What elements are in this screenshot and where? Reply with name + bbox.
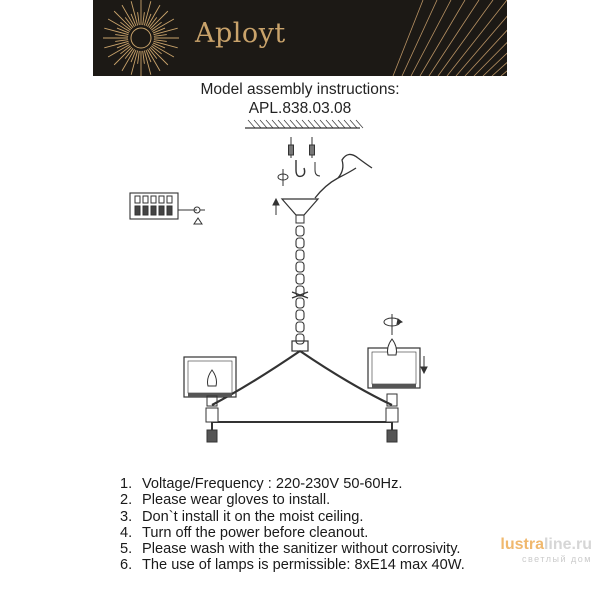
instruction-number: 4. (120, 524, 133, 541)
screw-icon (289, 137, 315, 158)
instruction-number: 5. (120, 541, 133, 558)
model-number: APL.838.03.08 (248, 100, 352, 117)
watermark (452, 536, 592, 565)
instruction-item (120, 476, 465, 492)
brand-banner (93, 0, 507, 76)
ceiling-hatch-icon (245, 120, 363, 128)
instruction-item (120, 541, 465, 557)
sun-burst-icon (93, 0, 507, 76)
assembly-diagram (0, 118, 600, 473)
wire-icon (315, 154, 372, 198)
instruction-number: 1. (120, 476, 133, 492)
title-block (0, 80, 600, 118)
instruction-text: Turn off the power before cleanout. (142, 524, 369, 541)
instruction-item (120, 557, 465, 573)
chain-icon (292, 226, 308, 344)
instruction-text: Voltage/Frequency : 220-230V 50-60Hz. (142, 476, 403, 492)
instruction-item (120, 509, 465, 525)
watermark-logo (452, 536, 592, 554)
instruction-text: Please wash with the sanitizer without corrosivity. (142, 541, 461, 558)
rotate-arrow-icon (384, 314, 402, 335)
instruction-number: 2. (120, 492, 133, 509)
title-heading: Model assembly instructions: (200, 81, 400, 98)
brand-name: Aployt (195, 18, 286, 49)
wiring-terminal-icon (130, 193, 205, 224)
instruction-text: Don`t install it on the moist ceiling. (142, 508, 364, 525)
watermark-part2: line.ru (543, 536, 592, 553)
instruction-item (120, 492, 465, 508)
watermark-part1: lustra (500, 536, 544, 553)
instruction-text: Please wear gloves to install. (142, 492, 331, 509)
rotate-arrow-icon (278, 169, 288, 186)
watermark-tagline: светлый дом (521, 554, 592, 564)
instruction-number: 3. (120, 508, 133, 525)
instruction-text: The use of lamps is permissible: 8xE14 max 40W. (142, 557, 465, 574)
instruction-number: 6. (120, 557, 133, 574)
instructions-list (120, 476, 465, 574)
down-arrow-icon (421, 356, 427, 373)
candle-bulb-icon (387, 339, 397, 406)
up-arrow-icon (273, 199, 279, 215)
candle-bulb-icon (207, 370, 217, 406)
instruction-item (120, 525, 465, 541)
hook-icon (296, 160, 320, 176)
